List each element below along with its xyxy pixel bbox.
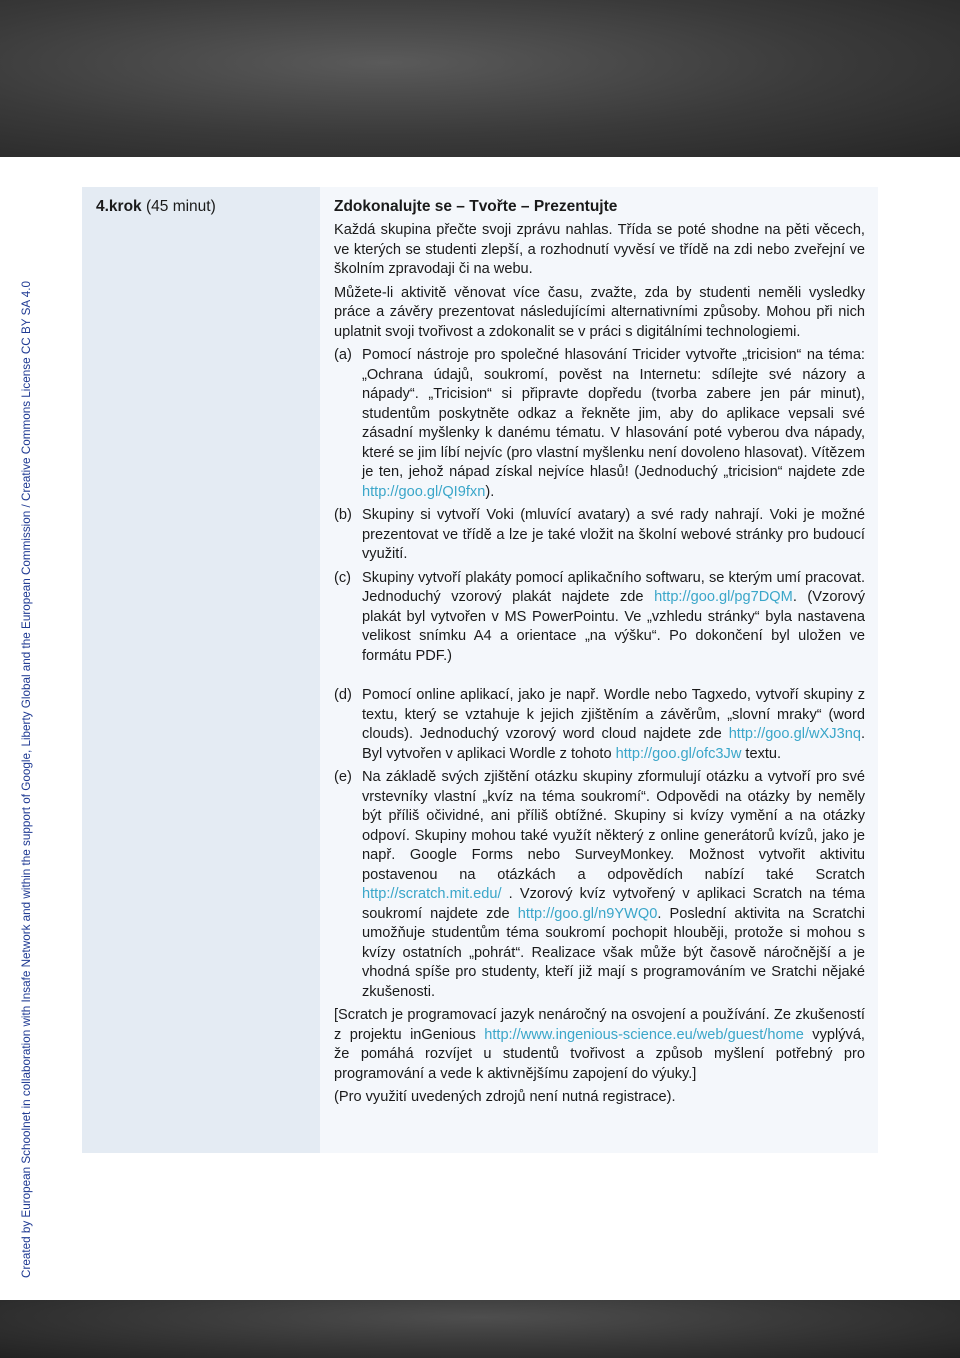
list-item-b bbox=[334, 506, 865, 565]
note-tail: vyplývá, že pomáhá rozvíjet u studentů tvořivost a způsob myšlení potřebný pro programování a vede k aktivnějšímu zapojení do výuky.] bbox=[334, 1026, 865, 1082]
link-tricision[interactable]: http://goo.gl/QI9fxn bbox=[362, 483, 486, 500]
scratch-note bbox=[334, 1006, 865, 1084]
step-content bbox=[334, 197, 865, 1112]
link-ingenious[interactable]: http://www.ingenious-science.eu/web/guest/home bbox=[484, 1026, 804, 1043]
paragraph-intro: Každá skupina přečte svoji zprávu nahlas. Třída se poté shodne na pěti věcech, ve kterých se studenti zlepší, a rozhodnutí vyvěsí ve třídě na zdi nebo zveřejní ve školním zpravodaji či na webu. bbox=[334, 222, 865, 277]
item-text-tail: . Poslední aktivita na Scratchi umožňuje studentům téma soukromí pochopit hlouběji, protože si mohou s kvízy ostatních „pohrát“. Realizace však může být časově náročnější a je vhodná spíše pro studenty, kteří již mají s programováním ve Sratchi nějaké zkušenosti. bbox=[362, 905, 866, 1000]
link-poster[interactable]: http://goo.gl/pg7DQM bbox=[654, 589, 793, 605]
item-text-tail: ). bbox=[485, 483, 495, 500]
note-text: [Scratch je programovací jazyk nenáročný na osvojení a používání. Ze zkušeností z projektu inGenious bbox=[334, 1007, 865, 1043]
item-text-mid: . Byl vytvořen v aplikaci Wordle z tohoto bbox=[362, 726, 865, 762]
item-text-tail: textu. bbox=[741, 745, 782, 762]
item-text: Skupiny vytvoří plakáty pomocí aplikačního softwaru, se kterým umí pracovat. Jednoduchý vzorový plakát najdete zde bbox=[362, 569, 865, 605]
item-text: Skupiny si vytvoří Voki (mluvící avatary) a své rady nahrají. Voki je možné prezentovat ve třídě a lze je také vložit na školní webové stránky pro budoucí využití. bbox=[362, 507, 865, 562]
item-text-mid: . Vzorový kvíz vytvořený v aplikaci Scratch na téma soukromí najdete zde bbox=[362, 886, 865, 922]
link-scratch[interactable]: http://scratch.mit.edu/ bbox=[362, 886, 502, 902]
link-scratch-quiz[interactable]: http://goo.gl/n9YWQ0 bbox=[517, 905, 658, 922]
list-marker: (c) bbox=[334, 569, 352, 586]
spacer bbox=[334, 670, 865, 686]
step-number: 4.krok bbox=[96, 198, 142, 215]
closing-note: (Pro využití uvedených zdrojů není nutná registrace). bbox=[334, 1089, 676, 1105]
link-wordcloud[interactable]: http://goo.gl/wXJ3nq bbox=[728, 726, 861, 742]
footer-band bbox=[0, 1300, 960, 1358]
license-credit: Created by European Schoolnet in collaboration with Insafe Network and within the support of Google, Liberty Global and the European Commission / Creative Commons License CC BY SA 4.0 bbox=[20, 280, 33, 1278]
step-label bbox=[96, 197, 216, 217]
list-item-c bbox=[334, 569, 865, 667]
item-text: Pomocí nástroje pro společné hlasování Tricider vytvořte „tricision“ na téma: „Ochrana údajů, soukromí, pověst na Internetu: sdílejte své názory a nápady“. „Tricision“ si připravte dopředu (tvorba zabere jen pár minut), studentům poskytněte odkaz a řekněte jim, aby do aplikace vepsali své zásadní myšlenky k danému tématu. V hlasování poté vyberou dva nápady, které se jim líbí nejvíc (pro vlastní myšlenku není dovoleno hlasovat). Vítězem je ten, jehož nápad získal nejvíce hlasů! (Jednoduchý „tricision“ najdete zde bbox=[362, 347, 865, 480]
link-wordle-source[interactable]: http://goo.gl/ofc3Jw bbox=[615, 745, 742, 762]
list-marker: (a) bbox=[334, 347, 352, 363]
paragraph-alternatives: Můžete-li aktivitě věnovat více času, zvažte, zda by studenti neměli vysledky práce a závěry prezentovat následujícími alternativními způsoby. Mohou při nich uplatnit svoji tvořivost a zdokonalit se v práci s digitálními technologiemi. bbox=[334, 284, 865, 340]
item-text: Na základě svých zjištění otázku skupiny zformulují otázku a vytvoří pro své vrstevníky vlastní „kvíz na téma soukromí“. Odpovědi na otázky by neměly být příliš očividné, ani příliš obtížné. Skupiny si kvízy vymění a na otázky odpoví. Skupiny mohou také využít některý z online generátorů kvízů, jako je např. Google Forms nebo SurveyMonkey. Možnost vytvořit aktivitu postavenou na otázkách a odpovědích nabízí také Scratch bbox=[362, 769, 865, 883]
list-marker: (d) bbox=[334, 687, 352, 703]
list-item-d bbox=[334, 686, 865, 764]
item-text: Pomocí online aplikací, jako je např. Wordle nebo Tagxedo, vytvoří skupiny z textu, který se vztahuje k jejich zjištěním a závěrům, „slovní mraky“ (word clouds). Jednoduchý vzorový word cloud najdete zde bbox=[362, 687, 865, 742]
header-band bbox=[0, 0, 960, 157]
list-marker: (b) bbox=[334, 507, 352, 523]
list-item-a bbox=[334, 346, 865, 502]
step-heading: Zdokonalujte se – Tvořte – Prezentujte bbox=[334, 198, 618, 215]
item-text-tail: . (Vzorový plakát byl vytvořen v MS PowerPointu. Ve „vzhledu stránky“ byla nastavena velikost snímku A4 a orientace „na výšku“. Po dokončení byl uložen ve formátu PDF.) bbox=[362, 589, 866, 664]
step-column bbox=[82, 187, 320, 1153]
list-marker: (e) bbox=[334, 769, 352, 785]
list-item-e bbox=[334, 768, 865, 1002]
step-duration: (45 minut) bbox=[145, 198, 216, 215]
